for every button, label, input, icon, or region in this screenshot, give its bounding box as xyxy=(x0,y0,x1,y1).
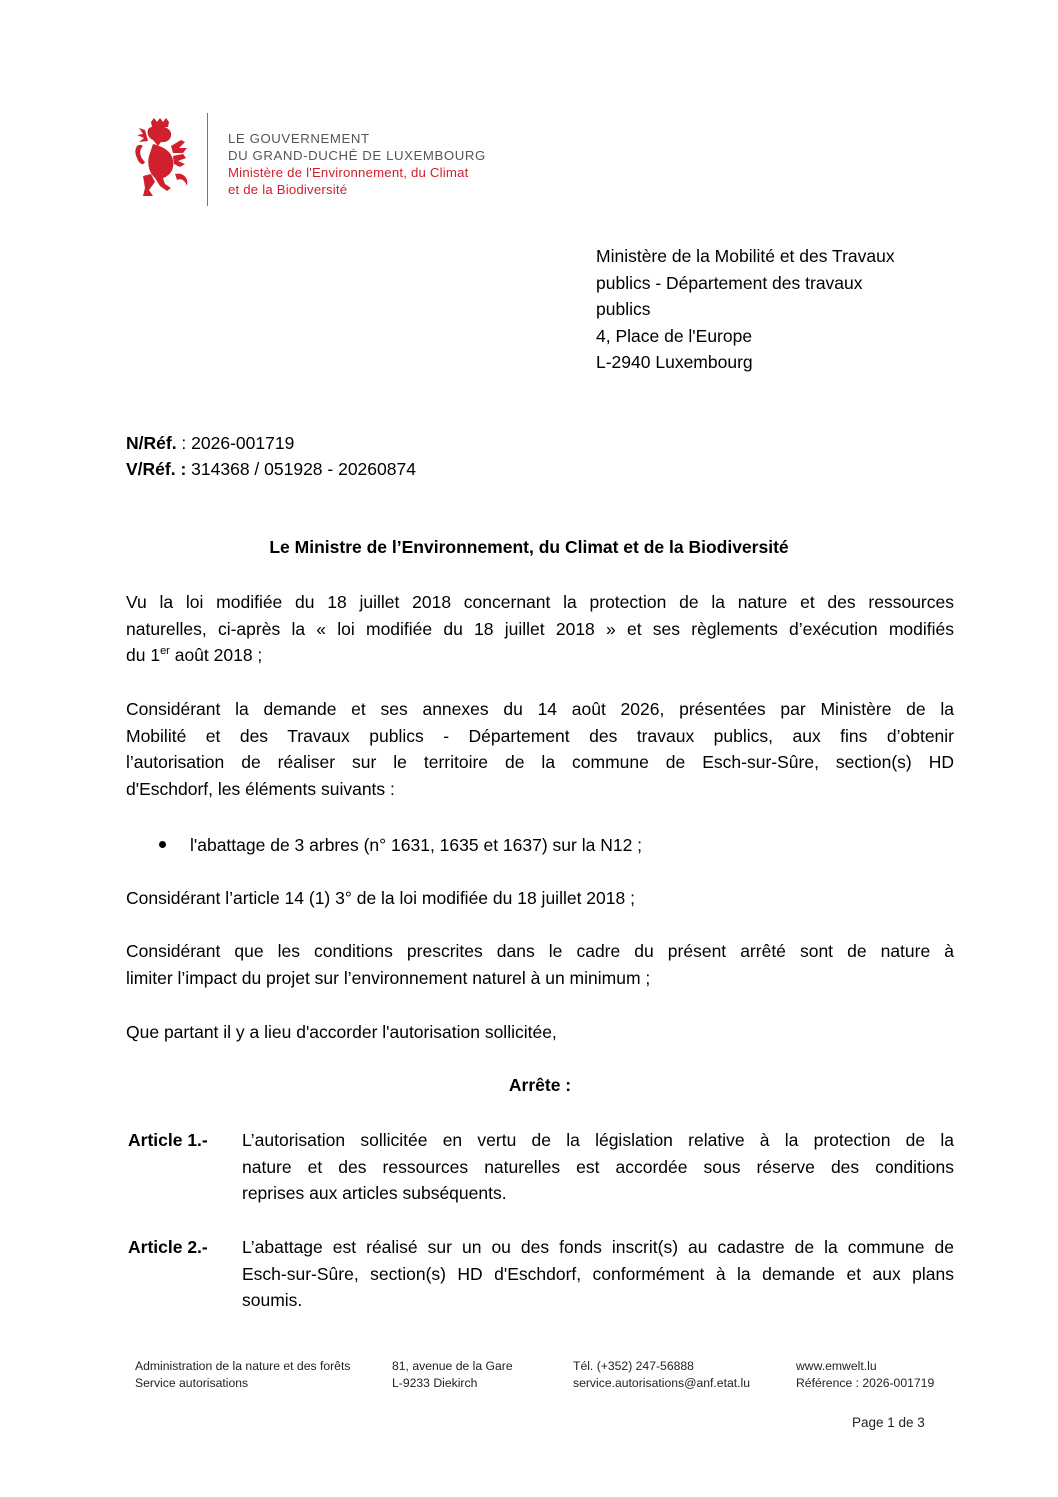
your-reference xyxy=(126,456,416,482)
paragraph-considerant-conditions xyxy=(126,938,954,991)
address-line: Ministère de la Mobilité et des Travaux xyxy=(596,246,895,266)
footer-website-link[interactable]: www.emwelt.lu xyxy=(796,1359,877,1373)
paragraph-considerant-demande xyxy=(126,696,954,802)
text-line: Que partant il y a lieu d'accorder l'autorisation sollicitée, xyxy=(126,1022,557,1042)
arrete-heading: Arrête : xyxy=(508,1075,572,1095)
paragraph-vu-la-loi xyxy=(126,589,954,669)
footer-email-link[interactable]: service.autorisations@anf.etat.lu xyxy=(573,1376,750,1390)
references xyxy=(126,430,416,482)
logo-line-3: Ministère de l'Environnement, du Climat xyxy=(228,165,469,180)
our-reference-value: : 2026-001719 xyxy=(176,433,295,453)
address-line: publics - Département des travaux xyxy=(596,272,863,293)
your-reference-label: V/Réf. : xyxy=(126,459,187,479)
your-reference-value: 314368 / 051928 - 20260874 xyxy=(186,459,416,479)
article-2-label: Article 2.- xyxy=(128,1237,208,1257)
text-line: reprises aux articles subséquents. xyxy=(242,1183,507,1203)
bullet-dot-icon xyxy=(159,841,166,848)
footer-contact xyxy=(573,1358,750,1392)
footer-text: Administration de la nature et des forêts xyxy=(135,1359,351,1373)
recipient-address xyxy=(596,243,956,376)
address-line: L-2940 Luxembourg xyxy=(596,352,753,372)
text-line: nature et des ressources naturelles est accordée sous réserve des conditions xyxy=(242,1156,954,1177)
footer-text: Référence : 2026-001719 xyxy=(796,1376,935,1390)
superscript: er xyxy=(160,645,170,658)
logo-divider xyxy=(207,113,208,206)
footer-administration xyxy=(135,1358,350,1392)
text-line: Considérant la demande et ses annexes du 14 août 2026, présentées par Ministère de la xyxy=(126,699,954,719)
footer-phone: Tél. (+352) 247-56888 xyxy=(573,1359,694,1373)
text-line: Esch-sur-Sûre, section(s) HD d'Eschdorf, conformément à la demande et aux plans xyxy=(242,1263,954,1284)
our-reference-label: N/Réf. xyxy=(126,433,177,453)
our-reference xyxy=(126,430,416,456)
logo-line-2: DU GRAND-DUCHÉ DE LUXEMBOURG xyxy=(228,148,486,163)
text-fragment: août 2018 ; xyxy=(169,645,263,665)
logo-line-1: LE GOUVERNEMENT xyxy=(228,131,370,146)
footer-text: 81, avenue de la Gare xyxy=(392,1359,513,1373)
article-2-body xyxy=(242,1234,954,1314)
document-title: Le Ministre de l’Environnement, du Climat et de la Biodiversité xyxy=(269,537,789,557)
logo-text xyxy=(228,130,486,198)
paragraph-que-partant xyxy=(126,1019,954,1046)
footer-text: L-9233 Diekirch xyxy=(392,1376,478,1390)
paragraph-considerant-article xyxy=(126,885,954,912)
text-fragment: du 1 xyxy=(126,645,161,665)
address-line: 4, Place de l'Europe xyxy=(596,325,753,346)
footer-address xyxy=(392,1358,513,1392)
text-line: L’autorisation sollicitée en vertu de la législation relative à la protection de la xyxy=(242,1130,954,1150)
text-line: limiter l’impact du projet sur l’environnement naturel à un minimum ; xyxy=(126,967,651,988)
text-line: Mobilité et des Travaux publics - Département des travaux publics, aux fins d’obtenir xyxy=(126,725,954,746)
text-line: naturelles, ci-après la « loi modifiée du 18 juillet 2018 » et ses règlements d’exécution modifiés xyxy=(126,618,954,639)
footer-website xyxy=(796,1358,934,1392)
text-line: d'Eschdorf, les éléments suivants : xyxy=(126,778,395,799)
text-line: Considérant l’article 14 (1) 3° de la loi modifiée du 18 juillet 2018 ; xyxy=(126,888,635,908)
text-line xyxy=(126,642,954,669)
article-1-label: Article 1.- xyxy=(128,1130,208,1150)
address-line: publics xyxy=(596,299,651,319)
text-line: soumis. xyxy=(242,1290,303,1310)
bullet-text: l'abattage de 3 arbres (n° 1631, 1635 et 1637) sur la N12 ; xyxy=(190,835,643,855)
article-1-body xyxy=(242,1127,954,1207)
text-line: Considérant que les conditions prescrites dans le cadre du présent arrêté sont de nature à xyxy=(126,941,954,961)
government-lion-logo xyxy=(131,118,193,198)
text-line: Vu la loi modifiée du 18 juillet 2018 concernant la protection de la nature et des ressources xyxy=(126,592,954,612)
logo-line-4: et de la Biodiversité xyxy=(228,182,348,197)
text-line: L’abattage est réalisé sur un ou des fonds inscrit(s) au cadastre de la commune de xyxy=(242,1237,954,1257)
page-number: Page 1 de 3 xyxy=(852,1415,925,1430)
text-line: l’autorisation de réaliser sur le territoire de la commune de Esch-sur-Sûre, section(s) HD xyxy=(126,752,954,772)
footer-text: Service autorisations xyxy=(135,1376,249,1390)
